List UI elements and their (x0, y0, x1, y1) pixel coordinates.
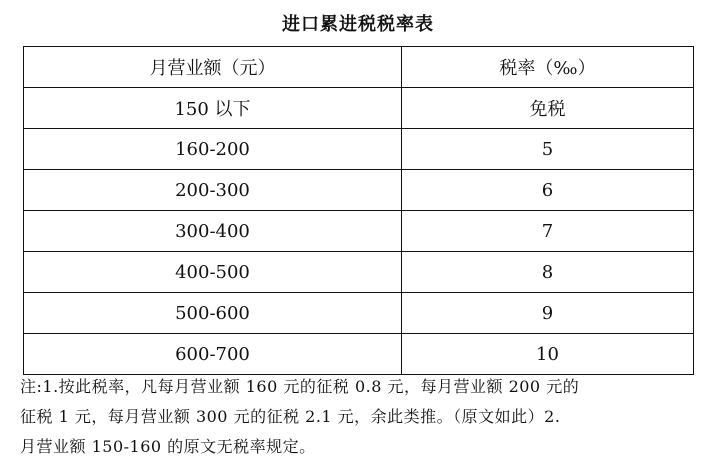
table-row (24, 211, 694, 252)
table-row (24, 88, 694, 129)
table-title: 进口累进税税率表 (282, 14, 434, 35)
table-row (24, 170, 694, 211)
turnover-cell: 300-400 (24, 211, 402, 252)
header-monthly-turnover: 月营业额（元） (24, 47, 402, 88)
turnover-cell: 150 以下 (24, 88, 402, 129)
table-row (24, 293, 694, 334)
turnover-cell: 500-600 (24, 293, 402, 334)
rate-cell: 10 (402, 334, 694, 375)
rate-cell: 8 (402, 252, 694, 293)
tax-rate-table (23, 46, 694, 375)
rate-cell: 7 (402, 211, 694, 252)
table-row (24, 252, 694, 293)
header-tax-rate: 税率（‰） (402, 47, 694, 88)
turnover-cell: 160-200 (24, 129, 402, 170)
table-footnote (20, 372, 704, 462)
rate-cell: 6 (402, 170, 694, 211)
rate-cell: 5 (402, 129, 694, 170)
turnover-cell: 200-300 (24, 170, 402, 211)
footnote-line: 月营业额 150-160 的原文无税率规定。 (20, 437, 316, 456)
table-header-row (24, 47, 694, 88)
rate-cell: 9 (402, 293, 694, 334)
rate-cell: 免税 (402, 88, 694, 129)
footnote-line: 注:1.按此税率，凡每月营业额 160 元的征税 0.8 元，每月营业额 200 元的 (20, 377, 580, 396)
table-row (24, 334, 694, 375)
turnover-cell: 600-700 (24, 334, 402, 375)
footnote-line: 征税 1 元，每月营业额 300 元的征税 2.1 元，余此类推。（原文如此）2. (20, 407, 561, 426)
table-row (24, 129, 694, 170)
turnover-cell: 400-500 (24, 252, 402, 293)
